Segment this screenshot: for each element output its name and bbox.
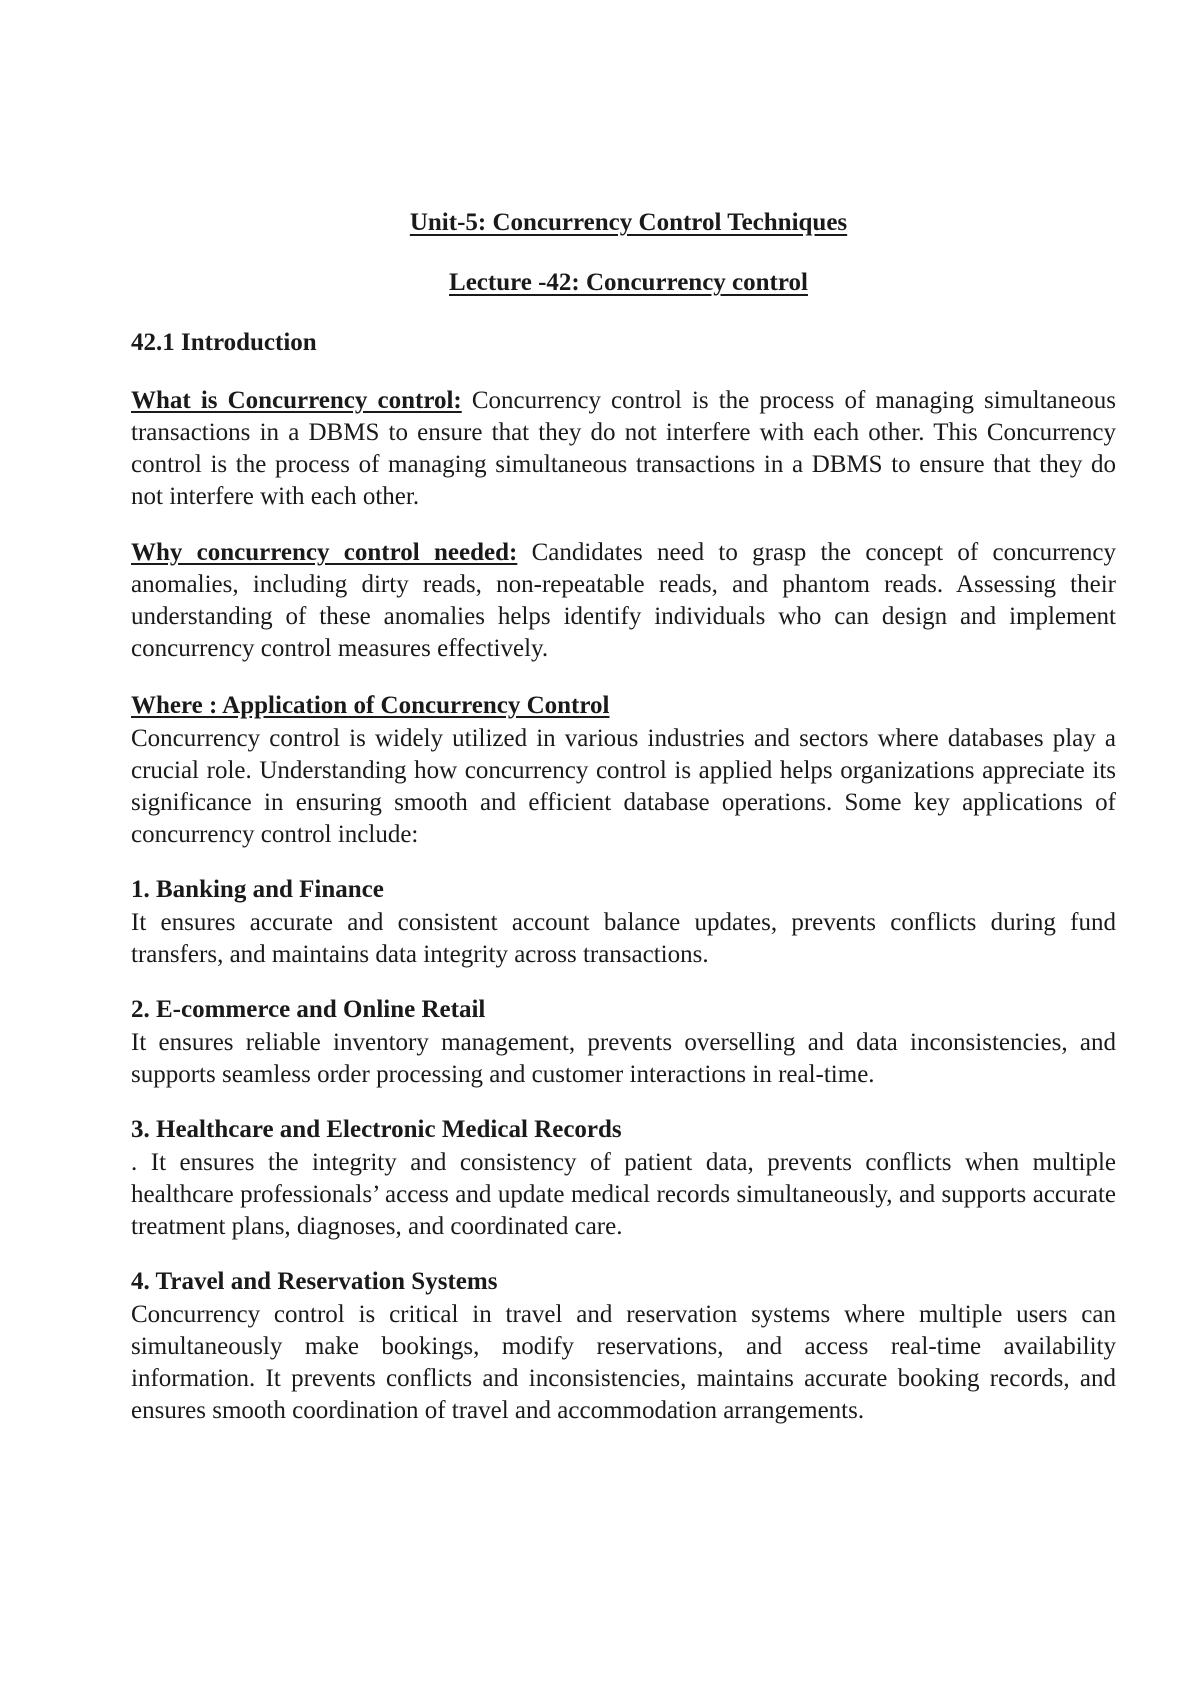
application-heading: 2. E-commerce and Online Retail xyxy=(131,996,486,1023)
why-paragraph-block xyxy=(131,537,1116,665)
what-paragraph xyxy=(131,385,1116,513)
application-text: It ensures accurate and consistent account balance updates, prevents conflicts during fund transfers, and maintains data integrity across transactions. xyxy=(131,909,1116,968)
why-label: Why concurrency control needed: xyxy=(131,539,518,566)
application-item xyxy=(131,873,1116,971)
application-text: Concurrency control is critical in travel and reservation systems where multiple users can simultaneously make bookings, modify reservations, and access real-time availability information. It prevents conflicts and inconsistencies, maintains accurate booking records, and ensures smooth coordination of travel and accommodation arrangements. xyxy=(131,1301,1116,1424)
application-heading: 1. Banking and Finance xyxy=(131,876,384,903)
application-heading: 4. Travel and Reservation Systems xyxy=(131,1268,498,1295)
what-label: What is Concurrency control: xyxy=(131,387,462,414)
application-item xyxy=(131,1265,1116,1427)
where-heading: Where : Application of Concurrency Control xyxy=(131,692,610,719)
why-text: Candidates need to grasp the concept of concurrency anomalies, including dirty reads, non-repeatable reads, and phantom reads. Assessing their understanding of these anomalies helps identify individuals who can design and implement concurrency control measures effectively. xyxy=(131,539,1117,662)
what-text: Concurrency control is the process of managing simultaneous transactions in a DBMS to ensure that they do not interfere with each other. This Concurrency control is the process of managing simultaneous transactions in a DBMS to ensure that they do not interfere with each other. xyxy=(131,387,1116,510)
application-heading: 3. Healthcare and Electronic Medical Records xyxy=(131,1116,622,1143)
application-item xyxy=(131,1113,1116,1243)
where-block xyxy=(131,689,1116,851)
why-paragraph xyxy=(131,537,1116,665)
section-heading: 42.1 Introduction xyxy=(131,329,317,356)
what-paragraph-block xyxy=(131,385,1116,513)
document-page xyxy=(131,205,1116,1427)
application-text: . It ensures the integrity and consistency of patient data, prevents conflicts when multiple healthcare professionals’ access and update medical records simultaneously, and supports accurate treatment plans, diagnoses, and coordinated care. xyxy=(131,1149,1116,1240)
document-title: Unit-5: Concurrency Control Techniques xyxy=(409,209,848,236)
lecture-title: Lecture -42: Concurrency control xyxy=(449,269,808,296)
application-item xyxy=(131,993,1116,1091)
application-text: It ensures reliable inventory management, prevents overselling and data inconsistencies, and supports seamless order processing and customer interactions in real-time. xyxy=(131,1029,1116,1088)
where-paragraph: Concurrency control is widely utilized in various industries and sectors where databases play a crucial role. Understanding how concurrency control is applied helps organizations appreciate its significance in ensuring smooth and efficient database operations. Some key applications of concurrency control include: xyxy=(131,725,1116,848)
